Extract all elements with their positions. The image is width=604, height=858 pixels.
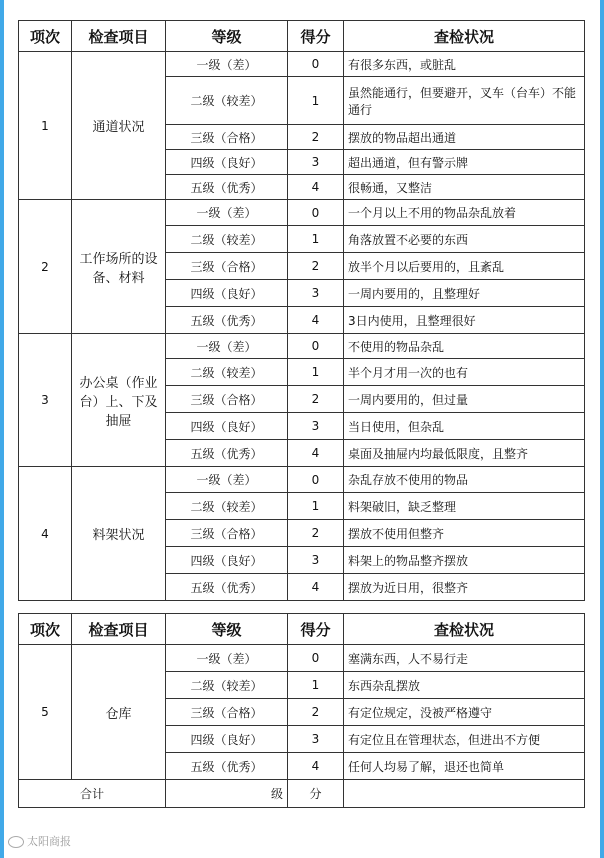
- total-status-cell: [344, 780, 585, 808]
- header-status: 查检状况: [344, 21, 585, 52]
- level-cell: 二级（较差）: [166, 359, 288, 386]
- total-label: 合计: [19, 780, 166, 808]
- level-cell: 一级（差）: [166, 52, 288, 77]
- watermark-text: 太阳商报: [27, 835, 71, 848]
- status-cell: 料架破旧，缺乏整理: [344, 493, 585, 520]
- group-number: 4: [19, 467, 72, 601]
- score-cell: 1: [288, 359, 344, 386]
- level-cell: 五级（优秀）: [166, 175, 288, 200]
- level-cell: 三级（合格）: [166, 253, 288, 280]
- score-cell: 3: [288, 150, 344, 175]
- header-score: 得分: [288, 614, 344, 645]
- table-row: [19, 645, 585, 672]
- group-number: 5: [19, 645, 72, 780]
- score-cell: 4: [288, 307, 344, 334]
- level-cell: 四级（良好）: [166, 413, 288, 440]
- score-cell: 4: [288, 440, 344, 467]
- score-cell: 3: [288, 413, 344, 440]
- status-cell: 半个月才用一次的也有: [344, 359, 585, 386]
- level-cell: 一级（差）: [166, 334, 288, 359]
- score-cell: 1: [288, 77, 344, 125]
- header-level: 等级: [166, 21, 288, 52]
- level-cell: 五级（优秀）: [166, 440, 288, 467]
- score-cell: 3: [288, 280, 344, 307]
- watermark: [8, 833, 71, 849]
- level-cell: 三级（合格）: [166, 125, 288, 150]
- status-cell: 一个月以上不用的物品杂乱放着: [344, 200, 585, 226]
- status-cell: 摆放为近日用，很整齐: [344, 574, 585, 601]
- total-score-suffix: 分: [288, 780, 344, 808]
- score-cell: 0: [288, 52, 344, 77]
- level-cell: 二级（较差）: [166, 672, 288, 699]
- weibo-logo-icon: [8, 836, 24, 848]
- level-cell: 五级（优秀）: [166, 574, 288, 601]
- header-item: 检查项目: [72, 21, 166, 52]
- table-row: [19, 467, 585, 493]
- level-cell: 五级（优秀）: [166, 307, 288, 334]
- total-row: [19, 780, 585, 808]
- status-cell: 任何人均易了解，退还也简单: [344, 753, 585, 780]
- status-cell: 放半个月以后要用的，且紊乱: [344, 253, 585, 280]
- table-row: [19, 334, 585, 359]
- check-item: 办公桌（作业台）上、下及抽屉: [72, 334, 166, 467]
- level-cell: 一级（差）: [166, 645, 288, 672]
- status-cell: 不使用的物品杂乱: [344, 334, 585, 359]
- check-item: 工作场所的设备、材料: [72, 200, 166, 334]
- level-cell: 三级（合格）: [166, 386, 288, 413]
- status-cell: 东西杂乱摆放: [344, 672, 585, 699]
- status-cell: 一周内要用的，且整理好: [344, 280, 585, 307]
- status-cell: 塞满东西，人不易行走: [344, 645, 585, 672]
- group-number: 1: [19, 52, 72, 200]
- score-cell: 0: [288, 334, 344, 359]
- score-cell: 2: [288, 699, 344, 726]
- level-cell: 四级（良好）: [166, 150, 288, 175]
- level-cell: 四级（良好）: [166, 726, 288, 753]
- status-cell: 虽然能通行，但要避开，叉车（台车）不能通行: [344, 77, 585, 125]
- status-cell: 有很多东西，或脏乱: [344, 52, 585, 77]
- score-cell: 2: [288, 386, 344, 413]
- score-cell: 2: [288, 520, 344, 547]
- score-cell: 4: [288, 574, 344, 601]
- header-row: [19, 21, 585, 52]
- level-cell: 三级（合格）: [166, 699, 288, 726]
- status-cell: 很畅通，又整洁: [344, 175, 585, 200]
- score-cell: 4: [288, 175, 344, 200]
- header-no: 项次: [19, 21, 72, 52]
- status-cell: 摆放的物品超出通道: [344, 125, 585, 150]
- status-cell: 角落放置不必要的东西: [344, 226, 585, 253]
- score-cell: 3: [288, 726, 344, 753]
- level-cell: 五级（优秀）: [166, 753, 288, 780]
- header-row: [19, 614, 585, 645]
- status-cell: 3日内使用，且整理很好: [344, 307, 585, 334]
- level-cell: 二级（较差）: [166, 226, 288, 253]
- status-cell: 杂乱存放不使用的物品: [344, 467, 585, 493]
- header-level: 等级: [166, 614, 288, 645]
- score-cell: 1: [288, 226, 344, 253]
- score-cell: 2: [288, 253, 344, 280]
- score-cell: 3: [288, 547, 344, 574]
- level-cell: 四级（良好）: [166, 547, 288, 574]
- header-item: 检查项目: [72, 614, 166, 645]
- status-cell: 桌面及抽屉内均最低限度，且整齐: [344, 440, 585, 467]
- status-cell: 有定位且在管理状态，但进出不方便: [344, 726, 585, 753]
- score-cell: 0: [288, 200, 344, 226]
- group-number: 3: [19, 334, 72, 467]
- group-number: 2: [19, 200, 72, 334]
- score-cell: 2: [288, 125, 344, 150]
- level-cell: 四级（良好）: [166, 280, 288, 307]
- check-item: 仓库: [72, 645, 166, 780]
- table-row: [19, 200, 585, 226]
- inspection-table-1: [18, 20, 585, 601]
- level-cell: 二级（较差）: [166, 77, 288, 125]
- score-cell: 1: [288, 493, 344, 520]
- score-cell: 1: [288, 672, 344, 699]
- status-cell: 有定位规定，没被严格遵守: [344, 699, 585, 726]
- score-cell: 0: [288, 467, 344, 493]
- total-level-suffix: 级: [166, 780, 288, 808]
- header-no: 项次: [19, 614, 72, 645]
- score-cell: 0: [288, 645, 344, 672]
- status-cell: 摆放不使用但整齐: [344, 520, 585, 547]
- level-cell: 一级（差）: [166, 200, 288, 226]
- status-cell: 超出通道，但有警示牌: [344, 150, 585, 175]
- level-cell: 一级（差）: [166, 467, 288, 493]
- inspection-table-2: [18, 613, 585, 808]
- level-cell: 二级（较差）: [166, 493, 288, 520]
- status-cell: 一周内要用的，但过量: [344, 386, 585, 413]
- check-item: 通道状况: [72, 52, 166, 200]
- check-item: 料架状况: [72, 467, 166, 601]
- table-row: [19, 52, 585, 77]
- status-cell: 当日使用，但杂乱: [344, 413, 585, 440]
- header-status: 查检状况: [344, 614, 585, 645]
- status-cell: 料架上的物品整齐摆放: [344, 547, 585, 574]
- header-score: 得分: [288, 21, 344, 52]
- score-cell: 4: [288, 753, 344, 780]
- level-cell: 三级（合格）: [166, 520, 288, 547]
